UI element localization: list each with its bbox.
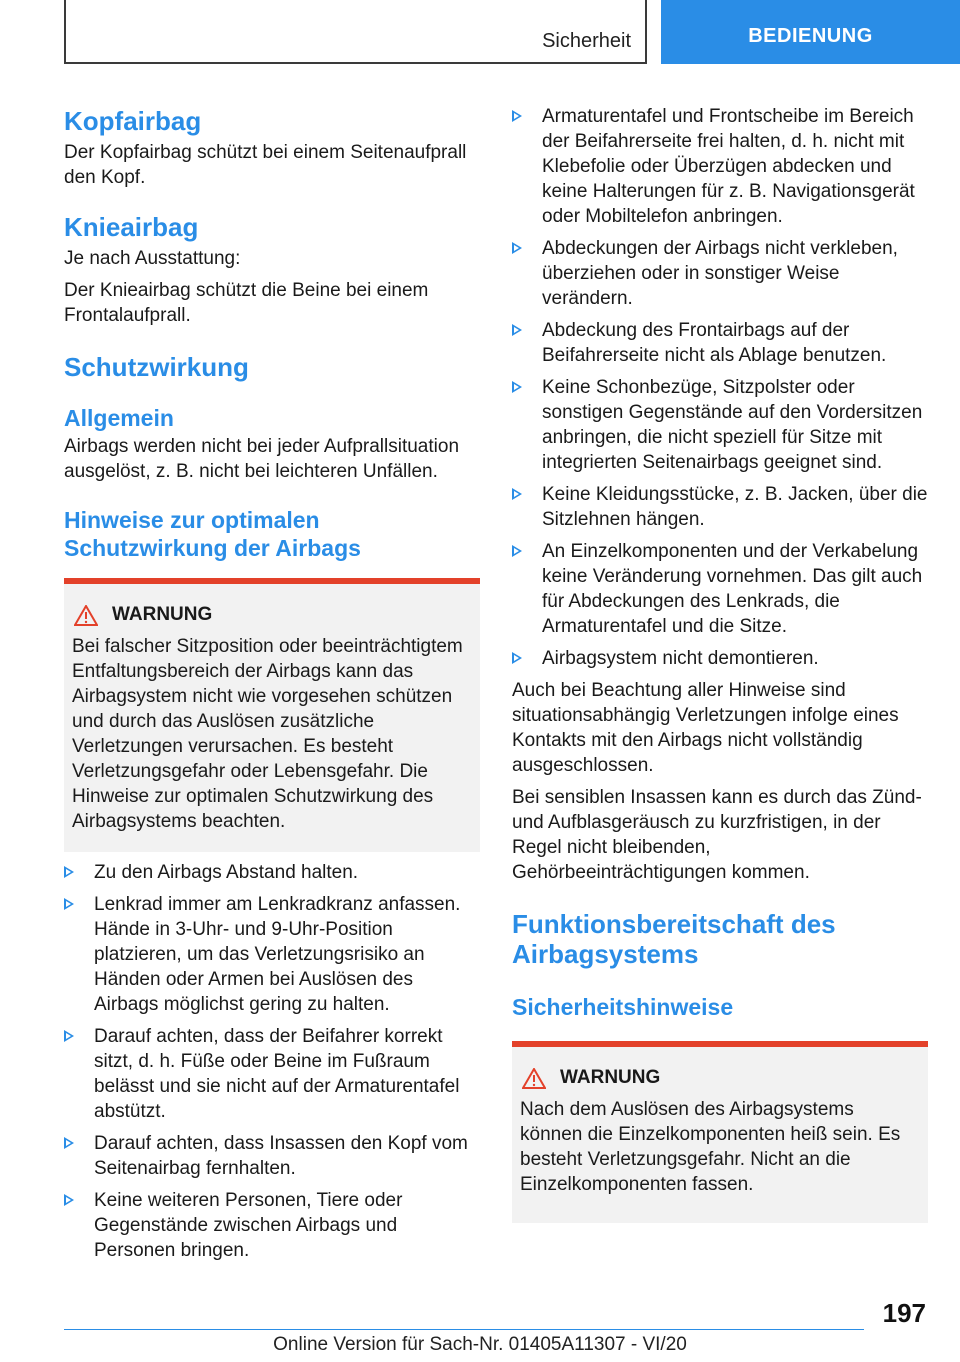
list-item (512, 646, 928, 671)
header-tab-bedienung[interactable]: BEDIENUNG (661, 0, 960, 64)
paragraph-allgemein: Airbags werden nicht bei jeder Aufprallsituation ausgelöst, z. B. nicht bei leichteren Unfällen. (64, 436, 460, 482)
warning-triangle-icon (522, 1068, 546, 1089)
right-column (512, 96, 928, 1223)
list-item-text: Keine Kleidungsstücke, z. B. Jacken, über die Sitzlehnen hängen. (542, 484, 928, 530)
heading-funktion-line2: Airbagsystems (512, 939, 699, 969)
header-section-title: Sicherheit (542, 30, 631, 52)
warning-label: WARNUNG (560, 1067, 661, 1088)
list-item-text: Abdeckungen der Airbags nicht verkleben, überziehen oder in sonstiger Weise verändern. (542, 238, 898, 309)
warning-box (512, 1041, 928, 1223)
warning-triangle-icon (74, 605, 98, 626)
footer-divider (64, 1329, 864, 1330)
list-item-text: Keine weiteren Personen, Tiere oder Gegenstände zwischen Airbags und Personen bringen. (94, 1190, 403, 1261)
list-item (512, 318, 928, 368)
instruction-list-right (512, 104, 928, 671)
triangle-bullet-icon (64, 1137, 74, 1149)
list-item (64, 1131, 480, 1181)
header-frame (64, 0, 647, 64)
heading-funktionsbereitschaft (512, 909, 928, 969)
list-item (512, 482, 928, 532)
triangle-bullet-icon (512, 242, 522, 254)
heading-hinweise (64, 506, 480, 562)
paragraph-kopfairbag: Der Kopfairbag schützt bei einem Seitenaufprall den Kopf. (64, 142, 467, 188)
paragraph-ausstattung: Je nach Ausstattung: (64, 248, 241, 269)
list-item (64, 860, 480, 885)
left-column (64, 96, 480, 1263)
heading-hinweise-line2: Schutzwirkung der Airbags (64, 535, 361, 561)
triangle-bullet-icon (64, 898, 74, 910)
list-item-text: Abdeckung des Frontairbags auf der Beifahrerseite nicht als Ablage benutzen. (542, 320, 887, 366)
list-item-text: Darauf achten, dass der Beifahrer korrekt sitzt, d. h. Füße oder Beine im Fußraum belässt und sie nicht auf der Armaturentafel abstützt. (94, 1026, 460, 1122)
warning-box (64, 578, 480, 852)
heading-funktion-line1: Funktionsbereitschaft des (512, 909, 836, 939)
triangle-bullet-icon (512, 110, 522, 122)
triangle-bullet-icon (64, 1194, 74, 1206)
warning-label: WARNUNG (112, 604, 213, 625)
heading-kopfairbag: Kopfairbag (64, 106, 202, 136)
triangle-bullet-icon (512, 545, 522, 557)
list-item (512, 539, 928, 639)
list-item-text: Zu den Airbags Abstand halten. (94, 862, 359, 883)
list-item (512, 236, 928, 311)
paragraph-knieairbag: Der Knieairbag schützt die Beine bei einem Frontalaufprall. (64, 280, 429, 326)
triangle-bullet-icon (512, 488, 522, 500)
warning-header (522, 1067, 920, 1089)
warning-text: Bei falscher Sitzposition oder beeinträchtigtem Entfaltungsbereich der Airbags kann das Airbagsystem nicht wie vorgesehen schützen und durch das Auslösen zusätzliche Verletzungen verursachen. Es besteht Verletzungsgefahr oder Lebensgefahr. Die Hinweise zur optimalen Schutzwirkung des Airbagsystems beachten. (72, 636, 463, 832)
triangle-bullet-icon (64, 866, 74, 878)
triangle-bullet-icon (512, 381, 522, 393)
heading-sicherheitshinweise: Sicherheitshinweise (512, 994, 734, 1020)
triangle-bullet-icon (64, 1030, 74, 1042)
list-item-text: Keine Schonbezüge, Sitzpolster oder sonstigen Gegenstände auf den Vordersitzen anbringen, die nicht speziell für Sitze mit integrierten Seitenairbags geeignet sind. (542, 377, 923, 473)
list-item (64, 1024, 480, 1124)
paragraph-gehoer: Bei sensiblen Insassen kann es durch das Zünd- und Aufblasgeräusch zu kurzfristigen, in der Regel nicht bleibenden, Gehörbeeinträchtigungen kommen. (512, 787, 922, 883)
triangle-bullet-icon (512, 652, 522, 664)
list-item-text: Airbagsystem nicht demontieren. (542, 648, 819, 669)
triangle-bullet-icon (512, 324, 522, 336)
footer-version-text: Online Version für Sach-Nr. 01405A11307 - VI/20 (273, 1334, 687, 1355)
warning-header (74, 604, 472, 626)
list-item (512, 104, 928, 229)
heading-hinweise-line1: Hinweise zur optimalen (64, 507, 320, 533)
list-item-text: Armaturentafel und Frontscheibe im Bereich der Beifahrerseite frei halten, d. h. nicht mit Klebefolie oder Überzügen abdecken und keine Halterungen für z. B. Navigationsgerät oder Mobiltelefon anbringen. (542, 106, 915, 227)
list-item (64, 1188, 480, 1263)
warning-text: Nach dem Auslösen des Airbagsystems können die Einzelkomponenten heiß sein. Es besteht Verletzungsgefahr. Nicht an die Einzelkomponenten fassen. (520, 1099, 901, 1195)
list-item-text: Darauf achten, dass Insassen den Kopf vom Seitenairbag fernhalten. (94, 1133, 468, 1179)
list-item (512, 375, 928, 475)
instruction-list-left (64, 860, 480, 1263)
list-item (64, 892, 480, 1017)
list-item-text: An Einzelkomponenten und der Verkabelung keine Veränderung vornehmen. Das gilt auch für Abdeckungen des Lenkrads, die Armaturentafel und die Sitze. (542, 541, 923, 637)
heading-schutzwirkung: Schutzwirkung (64, 352, 249, 382)
list-item-text: Lenkrad immer am Lenkradkranz anfassen. Hände in 3-Uhr- und 9-Uhr-Position platzieren, um das Verletzungsrisiko an Händen oder Armen bei Auslösen des Airbags möglichst gering zu halten. (94, 894, 461, 1015)
paragraph-situationsabhaengig: Auch bei Beachtung aller Hinweise sind situationsabhängig Verletzungen infolge eines Kontakts mit den Airbags nicht vollständig ausgeschlossen. (512, 680, 899, 776)
heading-knieairbag: Knieairbag (64, 212, 199, 242)
page-number: 197 (882, 1298, 926, 1328)
heading-allgemein: Allgemein (64, 405, 174, 431)
